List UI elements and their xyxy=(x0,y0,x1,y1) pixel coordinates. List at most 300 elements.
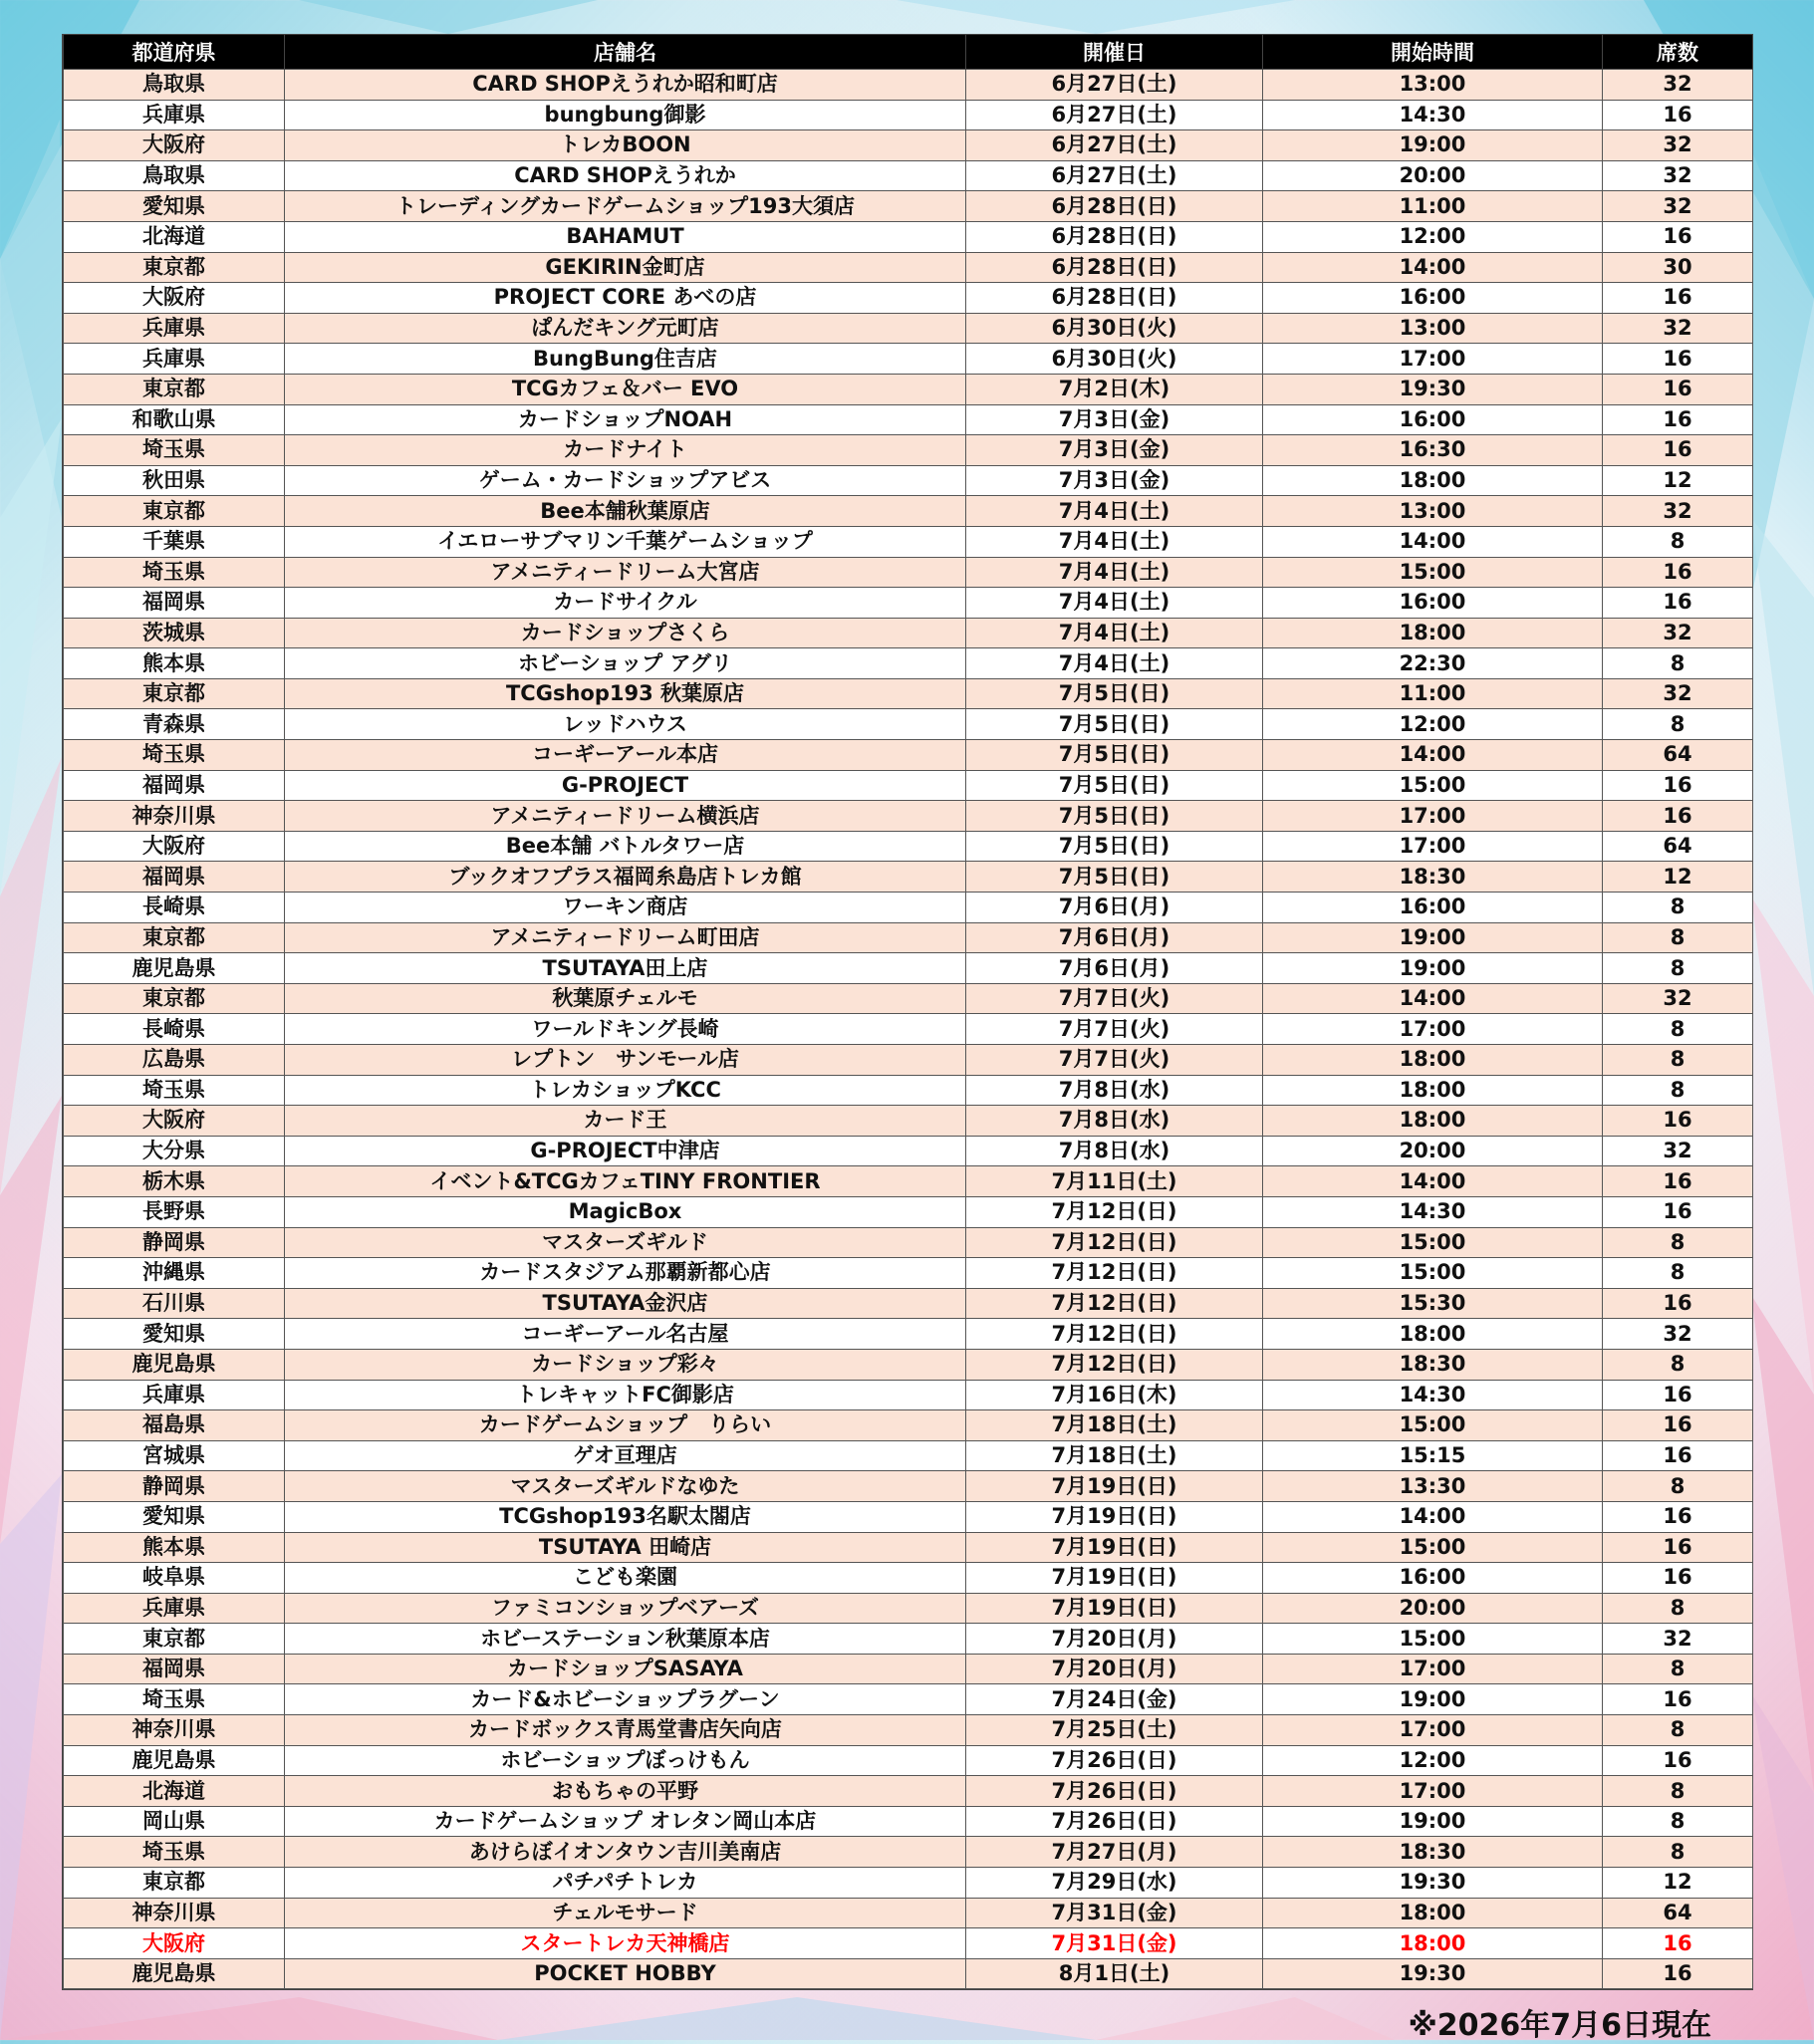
cell-event-date: 7月5日(日) xyxy=(966,709,1263,740)
cell-event-date: 7月4日(土) xyxy=(966,588,1263,619)
cell-prefecture: 愛知県 xyxy=(64,1319,285,1350)
cell-start-time: 14:00 xyxy=(1263,252,1603,283)
cell-seats: 16 xyxy=(1603,588,1753,619)
table-row xyxy=(64,1563,1753,1594)
cell-prefecture: 大阪府 xyxy=(64,1928,285,1959)
table-row xyxy=(64,953,1753,984)
header-prefecture: 都道府県 xyxy=(64,35,285,70)
cell-store-name: ゲオ亘理店 xyxy=(285,1440,966,1471)
table-row xyxy=(64,283,1753,314)
cell-prefecture: 熊本県 xyxy=(64,648,285,679)
cell-start-time: 19:00 xyxy=(1263,1806,1603,1837)
table-row xyxy=(64,1928,1753,1959)
cell-store-name: Bee本舗 バトルタワー店 xyxy=(285,831,966,862)
cell-start-time: 16:00 xyxy=(1263,404,1603,435)
cell-store-name: TCGカフェ＆バー EVO xyxy=(285,374,966,404)
cell-seats: 16 xyxy=(1603,1684,1753,1715)
cell-event-date: 7月11日(土) xyxy=(966,1166,1263,1197)
cell-store-name: ホビーショップ アグリ xyxy=(285,648,966,679)
table-row xyxy=(64,1380,1753,1410)
header-seats: 席数 xyxy=(1603,35,1753,70)
cell-event-date: 7月4日(土) xyxy=(966,496,1263,527)
cell-event-date: 7月19日(日) xyxy=(966,1593,1263,1624)
cell-prefecture: 東京都 xyxy=(64,1868,285,1899)
cell-event-date: 8月1日(土) xyxy=(966,1958,1263,1989)
cell-seats: 16 xyxy=(1603,404,1753,435)
cell-store-name: コーギーアール名古屋 xyxy=(285,1319,966,1350)
table-row xyxy=(64,1958,1753,1989)
cell-seats: 30 xyxy=(1603,252,1753,283)
cell-store-name: マスターズギルドなゆた xyxy=(285,1471,966,1502)
cell-event-date: 7月16日(木) xyxy=(966,1380,1263,1410)
cell-prefecture: 兵庫県 xyxy=(64,100,285,130)
cell-event-date: 7月31日(金) xyxy=(966,1928,1263,1959)
cell-store-name: カードショップさくら xyxy=(285,618,966,648)
cell-start-time: 19:00 xyxy=(1263,953,1603,984)
cell-store-name: G-PROJECT中津店 xyxy=(285,1136,966,1166)
cell-event-date: 6月28日(日) xyxy=(966,191,1263,222)
table-row xyxy=(64,1806,1753,1837)
cell-store-name: ホビーショップぼっけもん xyxy=(285,1745,966,1776)
cell-prefecture: 福岡県 xyxy=(64,588,285,619)
header-store-name: 店舗名 xyxy=(285,35,966,70)
cell-store-name: カードショップNOAH xyxy=(285,404,966,435)
table-header-row xyxy=(64,35,1753,70)
cell-seats: 16 xyxy=(1603,1958,1753,1989)
cell-store-name: MagicBox xyxy=(285,1196,966,1227)
cell-prefecture: 福島県 xyxy=(64,1410,285,1441)
cell-prefecture: 石川県 xyxy=(64,1288,285,1319)
table-row xyxy=(64,404,1753,435)
cell-prefecture: 大阪府 xyxy=(64,831,285,862)
cell-event-date: 6月27日(土) xyxy=(966,160,1263,191)
cell-start-time: 15:00 xyxy=(1263,1532,1603,1563)
cell-prefecture: 埼玉県 xyxy=(64,557,285,588)
cell-start-time: 14:30 xyxy=(1263,100,1603,130)
cell-prefecture: 大阪府 xyxy=(64,283,285,314)
cell-event-date: 7月12日(日) xyxy=(966,1288,1263,1319)
cell-prefecture: 兵庫県 xyxy=(64,313,285,344)
cell-prefecture: 兵庫県 xyxy=(64,1593,285,1624)
cell-store-name: トレカBOON xyxy=(285,130,966,161)
cell-seats: 12 xyxy=(1603,465,1753,496)
table-row xyxy=(64,1684,1753,1715)
cell-start-time: 16:30 xyxy=(1263,435,1603,466)
cell-start-time: 18:00 xyxy=(1263,465,1603,496)
cell-event-date: 6月27日(土) xyxy=(966,100,1263,130)
as-of-date-note: ※2026年7月6日現在 xyxy=(1408,2008,1711,2043)
table-row xyxy=(64,1288,1753,1319)
table-row xyxy=(64,1075,1753,1106)
cell-prefecture: 長崎県 xyxy=(64,1014,285,1045)
cell-prefecture: 大阪府 xyxy=(64,1106,285,1137)
cell-start-time: 13:30 xyxy=(1263,1471,1603,1502)
cell-start-time: 18:00 xyxy=(1263,1075,1603,1106)
cell-start-time: 18:00 xyxy=(1263,1045,1603,1076)
cell-seats: 8 xyxy=(1603,1258,1753,1289)
table-row xyxy=(64,709,1753,740)
cell-start-time: 17:00 xyxy=(1263,831,1603,862)
cell-prefecture: 青森県 xyxy=(64,709,285,740)
cell-event-date: 7月27日(月) xyxy=(966,1837,1263,1868)
cell-seats: 32 xyxy=(1603,983,1753,1014)
cell-seats: 8 xyxy=(1603,1075,1753,1106)
cell-event-date: 7月5日(日) xyxy=(966,740,1263,771)
cell-store-name: Bee本舗秋葉原店 xyxy=(285,496,966,527)
cell-seats: 8 xyxy=(1603,1776,1753,1807)
cell-prefecture: 鹿児島県 xyxy=(64,1958,285,1989)
cell-event-date: 7月12日(日) xyxy=(966,1319,1263,1350)
cell-seats: 16 xyxy=(1603,1196,1753,1227)
cell-store-name: ぱんだキング元町店 xyxy=(285,313,966,344)
cell-start-time: 18:00 xyxy=(1263,1106,1603,1137)
cell-seats: 8 xyxy=(1603,1654,1753,1684)
table-row xyxy=(64,1166,1753,1197)
cell-start-time: 19:30 xyxy=(1263,374,1603,404)
cell-store-name: カードショップSASAYA xyxy=(285,1654,966,1684)
cell-store-name: カードボックス青馬堂書店矢向店 xyxy=(285,1715,966,1746)
cell-seats: 32 xyxy=(1603,1624,1753,1655)
cell-prefecture: 東京都 xyxy=(64,496,285,527)
cell-start-time: 13:00 xyxy=(1263,313,1603,344)
cell-prefecture: 東京都 xyxy=(64,374,285,404)
cell-start-time: 18:00 xyxy=(1263,1319,1603,1350)
cell-store-name: イベント&TCGカフェTINY FRONTIER xyxy=(285,1166,966,1197)
cell-event-date: 7月19日(日) xyxy=(966,1532,1263,1563)
table-row xyxy=(64,252,1753,283)
table-row xyxy=(64,191,1753,222)
cell-prefecture: 鹿児島県 xyxy=(64,953,285,984)
cell-prefecture: 神奈川県 xyxy=(64,801,285,832)
cell-event-date: 7月7日(火) xyxy=(966,1014,1263,1045)
cell-store-name: イエローサブマリン千葉ゲームショップ xyxy=(285,526,966,557)
cell-start-time: 17:00 xyxy=(1263,1654,1603,1684)
cell-store-name: BAHAMUT xyxy=(285,221,966,252)
header-event-date: 開催日 xyxy=(966,35,1263,70)
cell-event-date: 7月7日(火) xyxy=(966,1045,1263,1076)
table-row xyxy=(64,1715,1753,1746)
table-row xyxy=(64,526,1753,557)
cell-store-name: アメニティードリーム大宮店 xyxy=(285,557,966,588)
cell-event-date: 7月24日(金) xyxy=(966,1684,1263,1715)
cell-prefecture: 茨城県 xyxy=(64,618,285,648)
cell-prefecture: 鹿児島県 xyxy=(64,1349,285,1380)
cell-seats: 16 xyxy=(1603,1745,1753,1776)
cell-start-time: 12:00 xyxy=(1263,221,1603,252)
cell-start-time: 20:00 xyxy=(1263,1136,1603,1166)
table-row xyxy=(64,893,1753,923)
cell-start-time: 16:00 xyxy=(1263,283,1603,314)
cell-start-time: 22:30 xyxy=(1263,648,1603,679)
cell-start-time: 15:15 xyxy=(1263,1440,1603,1471)
table-row xyxy=(64,70,1753,101)
cell-event-date: 6月28日(日) xyxy=(966,283,1263,314)
cell-seats: 12 xyxy=(1603,1868,1753,1899)
cell-event-date: 7月5日(日) xyxy=(966,862,1263,893)
table-row xyxy=(64,588,1753,619)
cell-seats: 8 xyxy=(1603,1837,1753,1868)
cell-seats: 8 xyxy=(1603,953,1753,984)
cell-store-name: アメニティードリーム町田店 xyxy=(285,922,966,953)
table-row xyxy=(64,770,1753,801)
cell-prefecture: 愛知県 xyxy=(64,1501,285,1532)
cell-start-time: 15:30 xyxy=(1263,1288,1603,1319)
cell-store-name: コーギーアール本店 xyxy=(285,740,966,771)
cell-store-name: スタートレカ天神橋店 xyxy=(285,1928,966,1959)
cell-seats: 8 xyxy=(1603,709,1753,740)
cell-prefecture: 和歌山県 xyxy=(64,404,285,435)
table-row xyxy=(64,557,1753,588)
cell-prefecture: 静岡県 xyxy=(64,1227,285,1258)
cell-seats: 16 xyxy=(1603,557,1753,588)
cell-prefecture: 福岡県 xyxy=(64,770,285,801)
cell-store-name: ファミコンショップベアーズ xyxy=(285,1593,966,1624)
cell-seats: 16 xyxy=(1603,374,1753,404)
cell-prefecture: 東京都 xyxy=(64,678,285,709)
cell-seats: 8 xyxy=(1603,1045,1753,1076)
table-row xyxy=(64,801,1753,832)
cell-prefecture: 沖縄県 xyxy=(64,1258,285,1289)
cell-event-date: 7月8日(水) xyxy=(966,1106,1263,1137)
cell-prefecture: 神奈川県 xyxy=(64,1715,285,1746)
table-row xyxy=(64,100,1753,130)
cell-store-name: TCGshop193 秋葉原店 xyxy=(285,678,966,709)
table-row xyxy=(64,983,1753,1014)
cell-start-time: 19:00 xyxy=(1263,922,1603,953)
cell-store-name: GEKIRIN金町店 xyxy=(285,252,966,283)
cell-event-date: 7月25日(土) xyxy=(966,1715,1263,1746)
cell-prefecture: 岡山県 xyxy=(64,1806,285,1837)
cell-seats: 32 xyxy=(1603,160,1753,191)
cell-seats: 16 xyxy=(1603,1563,1753,1594)
table-row xyxy=(64,1593,1753,1624)
cell-event-date: 7月6日(月) xyxy=(966,922,1263,953)
cell-store-name: ワーキン商店 xyxy=(285,893,966,923)
cell-seats: 16 xyxy=(1603,1501,1753,1532)
cell-prefecture: 宮城県 xyxy=(64,1440,285,1471)
cell-store-name: ブックオフプラス福岡糸島店トレカ館 xyxy=(285,862,966,893)
cell-event-date: 7月7日(火) xyxy=(966,983,1263,1014)
cell-seats: 8 xyxy=(1603,1806,1753,1837)
cell-event-date: 7月12日(日) xyxy=(966,1196,1263,1227)
cell-prefecture: 福岡県 xyxy=(64,862,285,893)
cell-store-name: トレキャットFC御影店 xyxy=(285,1380,966,1410)
cell-store-name: CARD SHOPえうれか xyxy=(285,160,966,191)
cell-start-time: 15:00 xyxy=(1263,1410,1603,1441)
cell-store-name: TSUTAYA田上店 xyxy=(285,953,966,984)
cell-seats: 8 xyxy=(1603,922,1753,953)
table-row xyxy=(64,831,1753,862)
cell-prefecture: 秋田県 xyxy=(64,465,285,496)
cell-store-name: G-PROJECT xyxy=(285,770,966,801)
cell-event-date: 7月19日(日) xyxy=(966,1501,1263,1532)
cell-store-name: カードゲームショップ オレタン岡山本店 xyxy=(285,1806,966,1837)
table-row xyxy=(64,1319,1753,1350)
table-row xyxy=(64,1745,1753,1776)
cell-event-date: 6月28日(日) xyxy=(966,221,1263,252)
cell-seats: 64 xyxy=(1603,831,1753,862)
cell-start-time: 20:00 xyxy=(1263,1593,1603,1624)
cell-event-date: 7月2日(木) xyxy=(966,374,1263,404)
cell-store-name: カードショップ彩々 xyxy=(285,1349,966,1380)
table-row xyxy=(64,1868,1753,1899)
table-row xyxy=(64,465,1753,496)
table-row xyxy=(64,1106,1753,1137)
cell-store-name: BungBung住吉店 xyxy=(285,344,966,375)
cell-prefecture: 岐阜県 xyxy=(64,1563,285,1594)
table-row xyxy=(64,1196,1753,1227)
table-row xyxy=(64,1227,1753,1258)
cell-event-date: 7月5日(日) xyxy=(966,801,1263,832)
table-row xyxy=(64,1501,1753,1532)
cell-start-time: 17:00 xyxy=(1263,344,1603,375)
table-row xyxy=(64,740,1753,771)
cell-seats: 16 xyxy=(1603,100,1753,130)
cell-store-name: カード王 xyxy=(285,1106,966,1137)
cell-prefecture: 鳥取県 xyxy=(64,160,285,191)
cell-store-name: カードゲームショップ りらい xyxy=(285,1410,966,1441)
cell-start-time: 18:30 xyxy=(1263,1349,1603,1380)
cell-start-time: 19:00 xyxy=(1263,130,1603,161)
cell-store-name: アメニティードリーム横浜店 xyxy=(285,801,966,832)
table-row xyxy=(64,1014,1753,1045)
cell-start-time: 14:00 xyxy=(1263,1501,1603,1532)
cell-prefecture: 神奈川県 xyxy=(64,1898,285,1928)
cell-start-time: 17:00 xyxy=(1263,1715,1603,1746)
cell-event-date: 7月4日(土) xyxy=(966,648,1263,679)
cell-event-date: 7月19日(日) xyxy=(966,1563,1263,1594)
table-row xyxy=(64,374,1753,404)
cell-store-name: ワールドキング長崎 xyxy=(285,1014,966,1045)
cell-store-name: あけらぼイオンタウン吉川美南店 xyxy=(285,1837,966,1868)
cell-start-time: 14:30 xyxy=(1263,1380,1603,1410)
cell-store-name: bungbung御影 xyxy=(285,100,966,130)
table-row xyxy=(64,1349,1753,1380)
cell-start-time: 15:00 xyxy=(1263,1258,1603,1289)
cell-seats: 16 xyxy=(1603,1440,1753,1471)
cell-start-time: 15:00 xyxy=(1263,1227,1603,1258)
cell-prefecture: 長野県 xyxy=(64,1196,285,1227)
cell-seats: 8 xyxy=(1603,648,1753,679)
cell-event-date: 7月20日(月) xyxy=(966,1654,1263,1684)
table-row xyxy=(64,922,1753,953)
cell-prefecture: 熊本県 xyxy=(64,1532,285,1563)
cell-seats: 32 xyxy=(1603,678,1753,709)
cell-seats: 8 xyxy=(1603,1715,1753,1746)
cell-start-time: 14:00 xyxy=(1263,740,1603,771)
cell-seats: 64 xyxy=(1603,1898,1753,1928)
cell-store-name: チェルモサード xyxy=(285,1898,966,1928)
cell-event-date: 7月4日(土) xyxy=(966,557,1263,588)
table-row xyxy=(64,160,1753,191)
cell-seats: 32 xyxy=(1603,1136,1753,1166)
cell-store-name: 秋葉原チェルモ xyxy=(285,983,966,1014)
cell-event-date: 7月26日(日) xyxy=(966,1806,1263,1837)
cell-store-name: カードサイクル xyxy=(285,588,966,619)
cell-event-date: 7月26日(日) xyxy=(966,1776,1263,1807)
cell-seats: 32 xyxy=(1603,313,1753,344)
cell-event-date: 7月18日(土) xyxy=(966,1440,1263,1471)
cell-seats: 32 xyxy=(1603,191,1753,222)
table-row xyxy=(64,313,1753,344)
cell-event-date: 7月5日(日) xyxy=(966,678,1263,709)
cell-store-name: TCGshop193名駅太閤店 xyxy=(285,1501,966,1532)
cell-start-time: 15:00 xyxy=(1263,770,1603,801)
table-row xyxy=(64,862,1753,893)
cell-start-time: 14:30 xyxy=(1263,1196,1603,1227)
cell-event-date: 7月5日(日) xyxy=(966,831,1263,862)
cell-event-date: 7月29日(水) xyxy=(966,1868,1263,1899)
cell-store-name: POCKET HOBBY xyxy=(285,1958,966,1989)
cell-event-date: 7月26日(日) xyxy=(966,1745,1263,1776)
cell-prefecture: 東京都 xyxy=(64,1624,285,1655)
cell-seats: 16 xyxy=(1603,1166,1753,1197)
table-row xyxy=(64,618,1753,648)
cell-start-time: 14:00 xyxy=(1263,1166,1603,1197)
cell-event-date: 7月3日(金) xyxy=(966,465,1263,496)
cell-store-name: PROJECT CORE あべの店 xyxy=(285,283,966,314)
cell-store-name: レプトン サンモール店 xyxy=(285,1045,966,1076)
cell-seats: 16 xyxy=(1603,221,1753,252)
cell-start-time: 12:00 xyxy=(1263,709,1603,740)
cell-event-date: 7月12日(日) xyxy=(966,1227,1263,1258)
cell-event-date: 7月8日(水) xyxy=(966,1075,1263,1106)
cell-prefecture: 大分県 xyxy=(64,1136,285,1166)
cell-prefecture: 埼玉県 xyxy=(64,1837,285,1868)
header-start-time: 開始時間 xyxy=(1263,35,1603,70)
cell-store-name: レッドハウス xyxy=(285,709,966,740)
cell-prefecture: 兵庫県 xyxy=(64,1380,285,1410)
cell-store-name: パチパチトレカ xyxy=(285,1868,966,1899)
cell-start-time: 19:30 xyxy=(1263,1868,1603,1899)
cell-event-date: 7月4日(土) xyxy=(966,618,1263,648)
cell-start-time: 13:00 xyxy=(1263,496,1603,527)
cell-store-name: こども楽園 xyxy=(285,1563,966,1594)
cell-prefecture: 鹿児島県 xyxy=(64,1745,285,1776)
cell-start-time: 11:00 xyxy=(1263,678,1603,709)
cell-prefecture: 栃木県 xyxy=(64,1166,285,1197)
cell-prefecture: 広島県 xyxy=(64,1045,285,1076)
cell-prefecture: 埼玉県 xyxy=(64,435,285,466)
cell-prefecture: 東京都 xyxy=(64,983,285,1014)
cell-store-name: TSUTAYA 田崎店 xyxy=(285,1532,966,1563)
cell-start-time: 19:00 xyxy=(1263,1684,1603,1715)
cell-seats: 8 xyxy=(1603,1349,1753,1380)
cell-seats: 32 xyxy=(1603,1319,1753,1350)
cell-event-date: 7月18日(土) xyxy=(966,1410,1263,1441)
cell-event-date: 6月27日(土) xyxy=(966,70,1263,101)
cell-start-time: 18:00 xyxy=(1263,1898,1603,1928)
cell-seats: 8 xyxy=(1603,893,1753,923)
cell-start-time: 20:00 xyxy=(1263,160,1603,191)
cell-event-date: 7月4日(土) xyxy=(966,526,1263,557)
cell-prefecture: 大阪府 xyxy=(64,130,285,161)
cell-event-date: 7月31日(金) xyxy=(966,1898,1263,1928)
cell-seats: 32 xyxy=(1603,130,1753,161)
table-row xyxy=(64,130,1753,161)
cell-seats: 8 xyxy=(1603,1014,1753,1045)
cell-prefecture: 鳥取県 xyxy=(64,70,285,101)
cell-start-time: 18:30 xyxy=(1263,1837,1603,1868)
cell-start-time: 16:00 xyxy=(1263,1563,1603,1594)
cell-prefecture: 千葉県 xyxy=(64,526,285,557)
cell-prefecture: 北海道 xyxy=(64,221,285,252)
cell-event-date: 7月12日(日) xyxy=(966,1258,1263,1289)
cell-start-time: 18:00 xyxy=(1263,1928,1603,1959)
cell-start-time: 15:00 xyxy=(1263,1624,1603,1655)
cell-start-time: 17:00 xyxy=(1263,1014,1603,1045)
table-row xyxy=(64,1471,1753,1502)
